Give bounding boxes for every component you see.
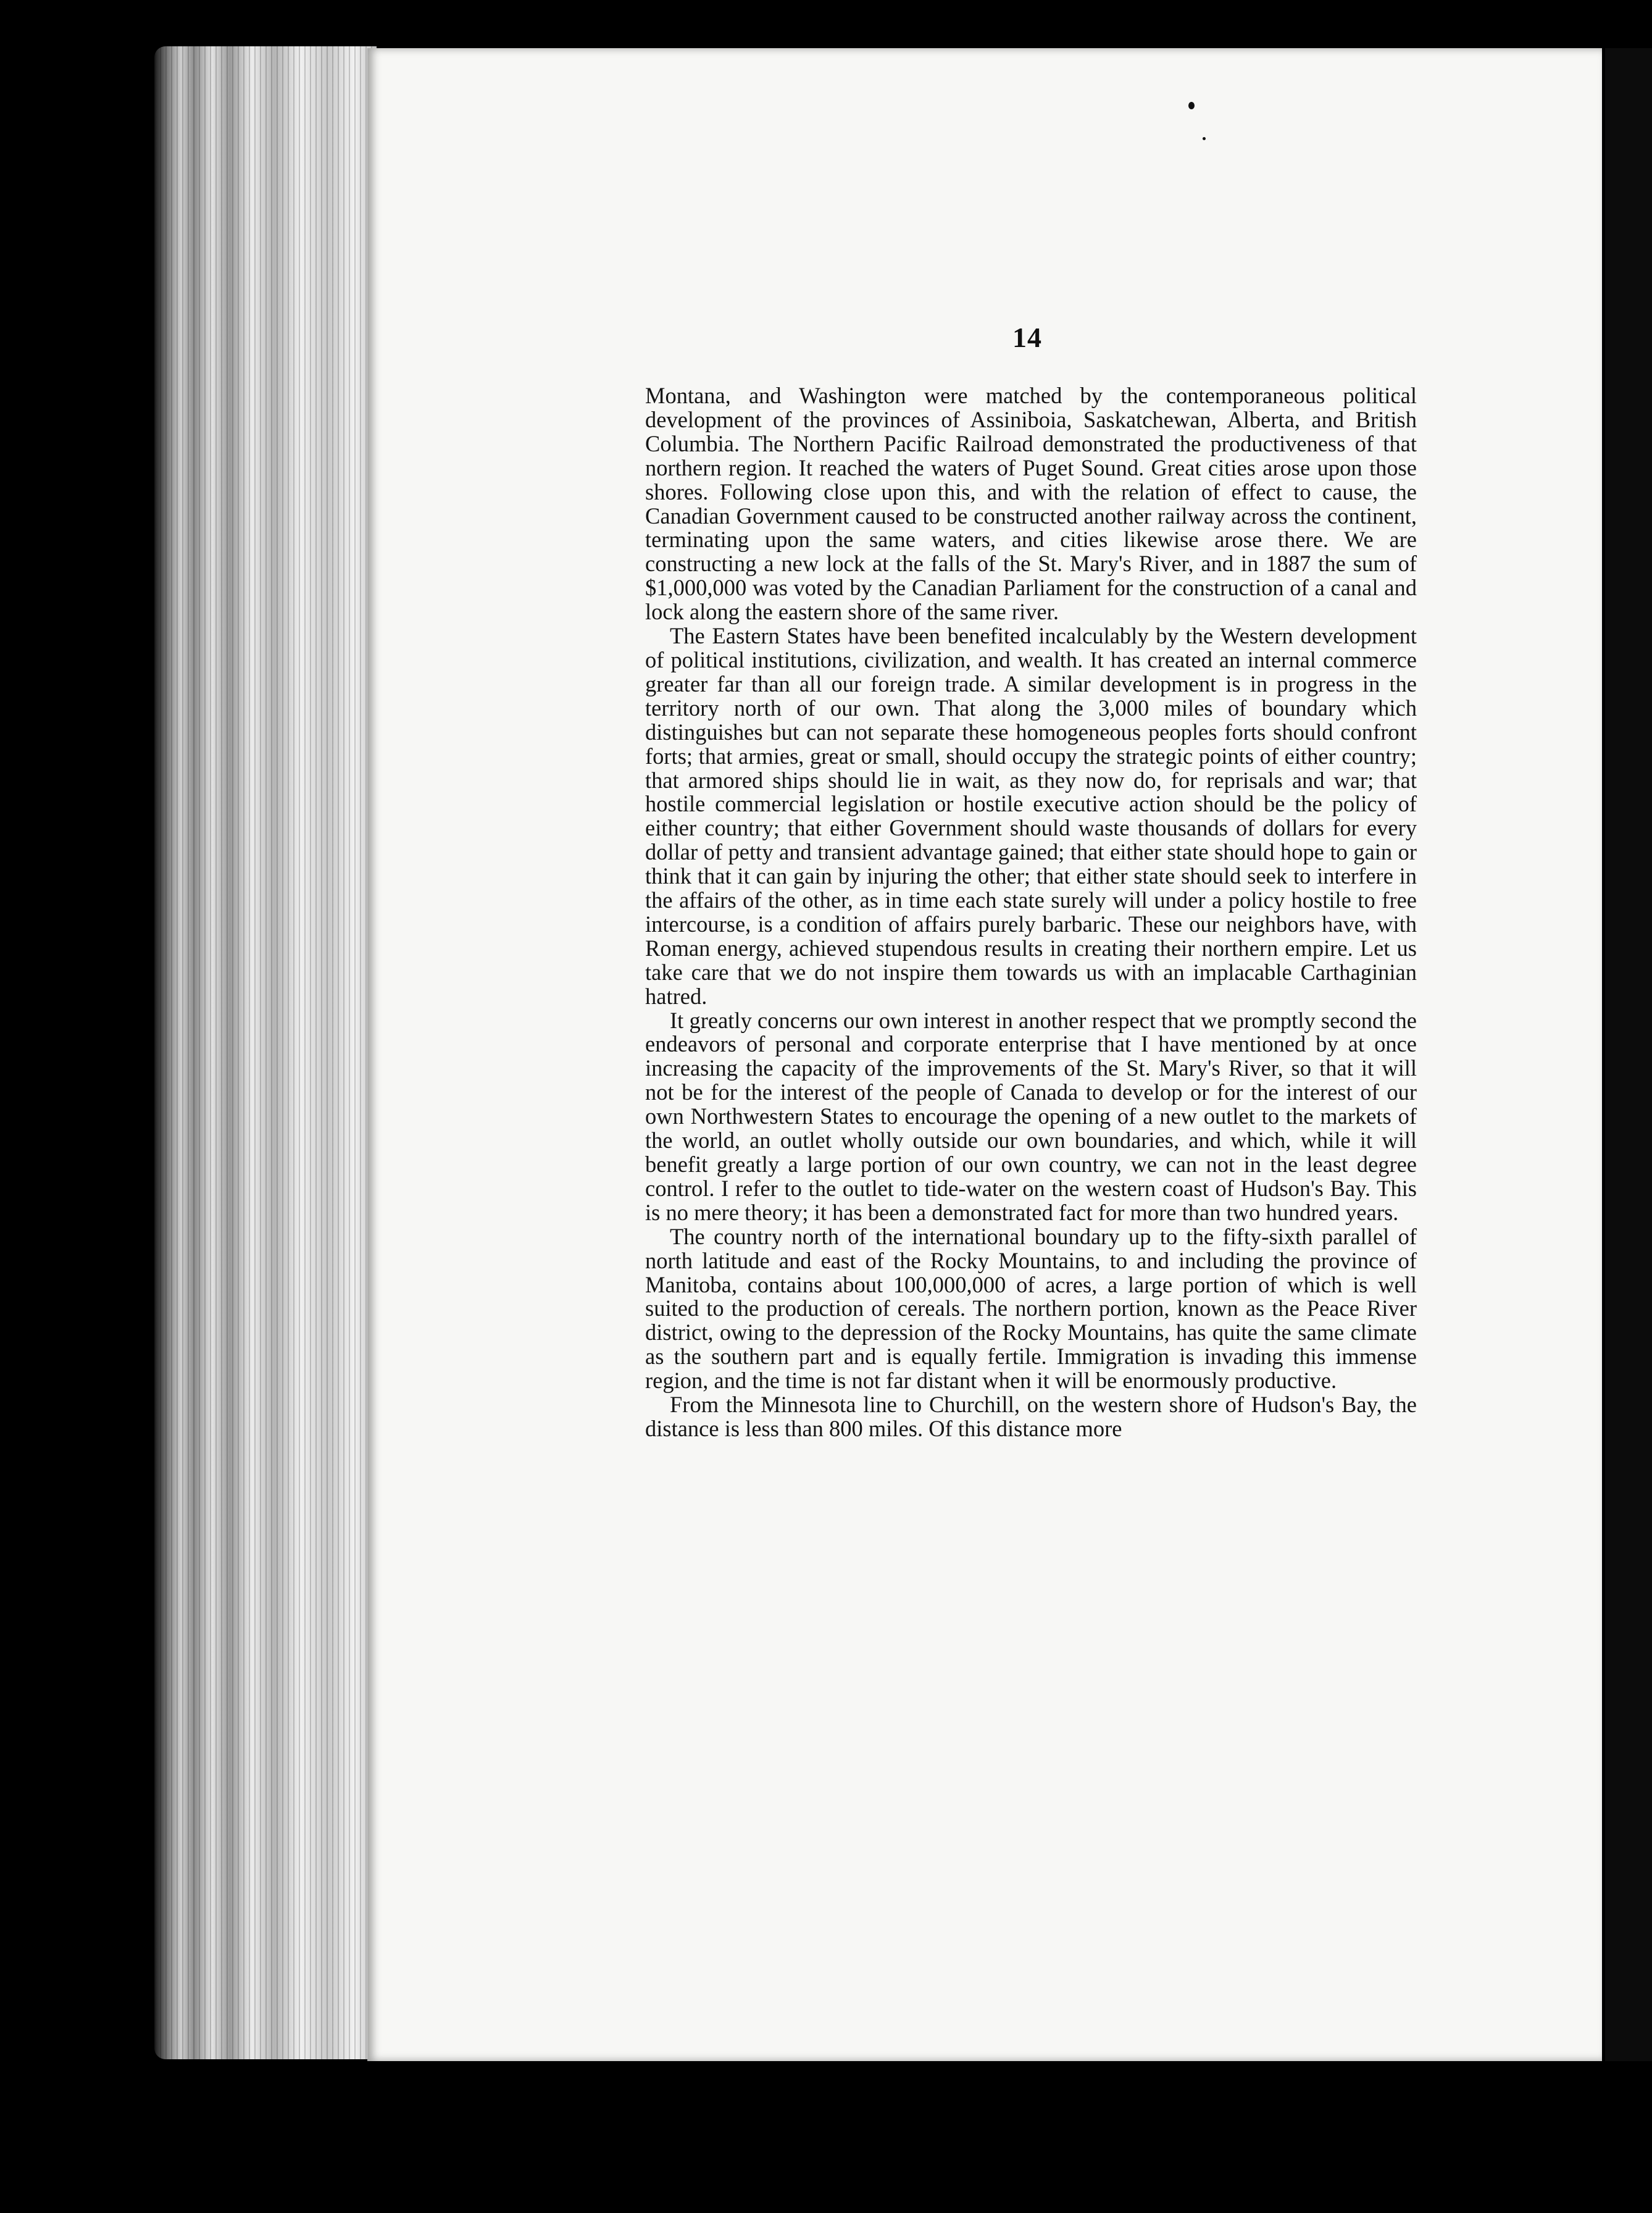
body-text [645, 384, 1417, 1441]
scan-border [1605, 48, 1652, 2061]
paragraph: The Eastern States have been benefited incalculably by the Western development of political institutions, civilization, and wealth. It has created an internal commerce greater far than all our foreign trade. A similar development is in progress in the territory north of our own. That along the 3,000 miles of boundary which distinguishes but can not separate these homogeneous peoples forts should confront forts; that armies, great or small, should occupy the strategic points of either country; that armored ships should lie in wait, as they now do, for reprisals and war; that hostile commercial legislation or hostile executive action should be the policy of either country; that either Government should waste thousands of dollars for every dollar of petty and transient advantage gained; that either state should hope to gain or think that it can gain by injuring the other; that either state should seek to interfere in the affairs of the other, as in time each state surely will under a policy hostile to free intercourse, is a condition of affairs purely barbaric. These our neighbors have, with Roman energy, achieved stupendous results in creating their northern empire. Let us take care that we do not inspire them towards us with an implacable Carthaginian hatred. [645, 623, 1417, 1009]
book-page-edges [154, 46, 377, 2059]
paragraph: Montana, and Washington were matched by the contemporaneous political development of the provinces of Assiniboia, Saskatchewan, Alberta, and British Columbia. The Northern Pacific Railroad demonstrated the productiveness of that northern region. It reached the waters of Puget Sound. Great cities arose upon those shores. Following close upon this, and with the relation of effect to cause, the Canadian Government caused to be constructed another railway across the continent, terminating upon the same waters, and cities likewise arose there. We are constructing a new lock at the falls of the St. Mary's River, and in 1887 the sum of $1,000,000 was voted by the Canadian Parliament for the construction of a canal and lock along the eastern shore of the same river. [645, 383, 1417, 625]
paragraph: From the Minnesota line to Churchill, on the western shore of Hudson's Bay, the distance is less than 800 miles. Of this distance more [645, 1392, 1417, 1441]
ink-speck [1203, 137, 1206, 140]
ink-speck [1188, 102, 1195, 109]
paragraph: The country north of the international boundary up to the fifty-sixth parallel of north latitude and east of the Rocky Mountains, to and including the province of Manitoba, contains about 100,000,000 of acres, a large portion of which is well suited to the production of cereals. The northern portion, known as the Peace River district, owing to the depression of the Rocky Mountains, has quite the same climate as the southern part and is equally fertile. Immigration is invading this immense region, and the time is not far distant when it will be enormously productive. [645, 1223, 1417, 1394]
paragraph: It greatly concerns our own interest in another respect that we promptly second the endeavors of personal and corporate enterprise that I have mentioned by at once increasing the capacity of the improvements of the St. Mary's River, so that it will not be for the interest of the people of Canada to develop or for the interest of our own Northwestern States to encourage the opening of a new outlet to the markets of the world, an outlet wholly outside our own boundaries, and which, while it will benefit greatly a large portion of our own country, we can not in the least degree control. I refer to the outlet to tide-water on the western coast of Hudson's Bay. This is no mere theory; it has been a demonstrated fact for more than two hundred years. [645, 1007, 1417, 1225]
page-number: 14 [1012, 322, 1042, 353]
